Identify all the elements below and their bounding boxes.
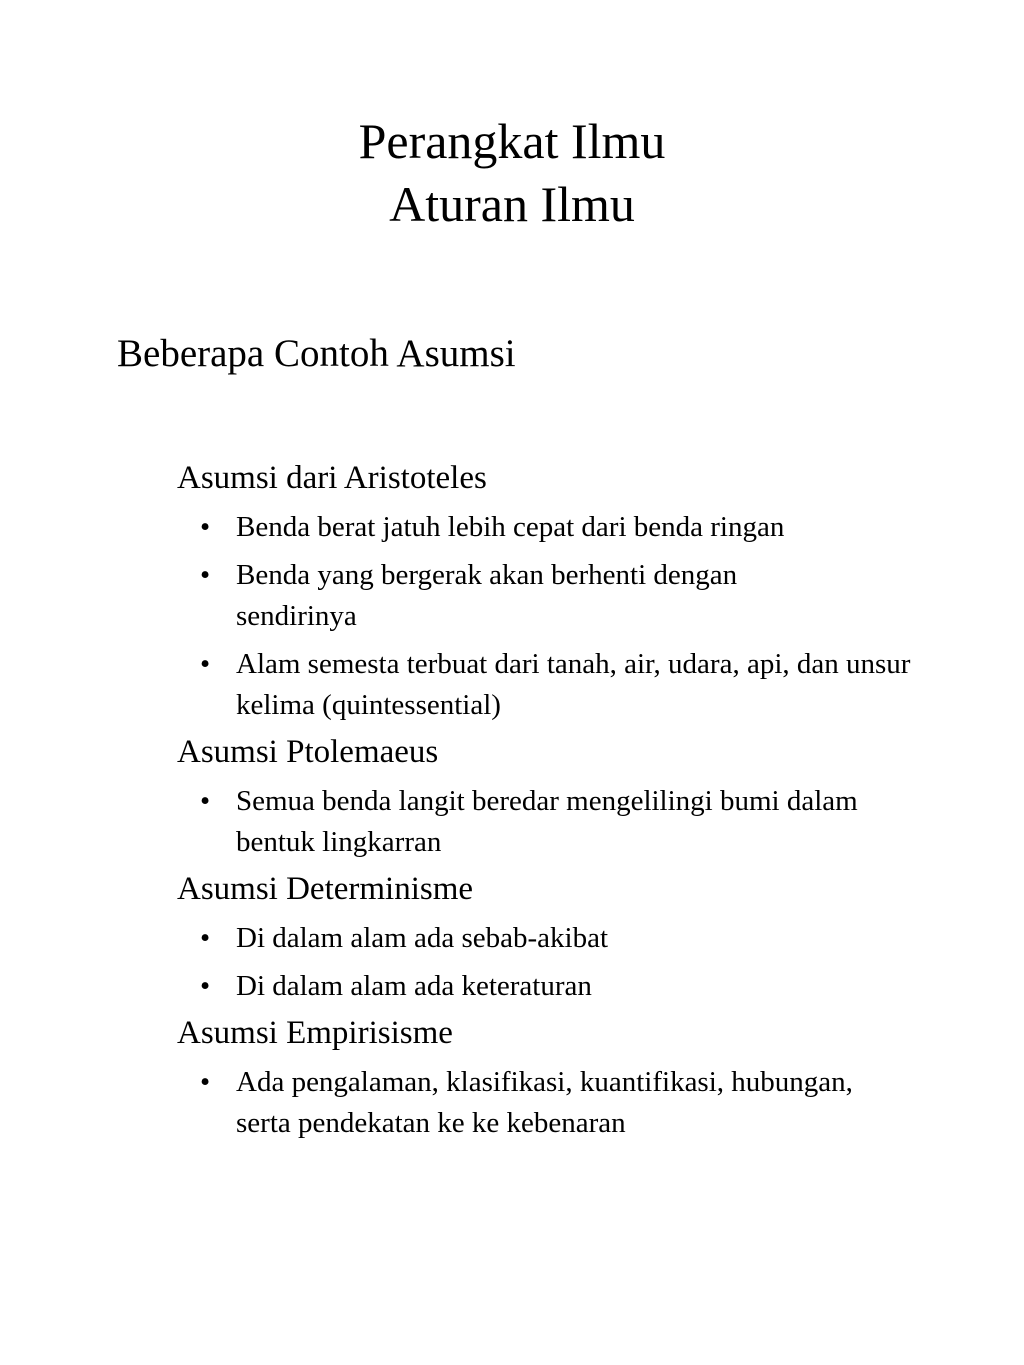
group-title: Asumsi Ptolemaeus — [177, 734, 439, 770]
group-title: Asumsi Empirisisme — [177, 1015, 453, 1051]
group-ptolemaeus — [177, 730, 977, 863]
list-item-text: Di dalam alam ada sebab-akibat — [236, 922, 609, 954]
bullet-icon: • — [200, 511, 211, 543]
bullet-list — [177, 1062, 977, 1144]
section-heading: Beberapa Contoh Asumsi — [117, 332, 516, 375]
bullet-icon: • — [200, 785, 211, 817]
group-empirisisme — [177, 1011, 977, 1144]
list-item — [177, 918, 977, 959]
group-aristoteles — [177, 456, 977, 726]
group-determinisme — [177, 867, 977, 1007]
bullet-list — [177, 781, 977, 863]
bullet-icon: • — [200, 1066, 211, 1098]
list-item-text: Semua benda langit beredar mengelilingi bumi dalam bentuk lingkarran — [236, 785, 858, 858]
list-item — [177, 781, 977, 863]
group-title: Asumsi Determinisme — [177, 871, 474, 907]
list-item — [177, 1062, 977, 1144]
bullet-icon: • — [200, 648, 211, 680]
list-item — [177, 966, 977, 1007]
assumption-list — [177, 456, 977, 1144]
group-title: Asumsi dari Aristoteles — [177, 460, 487, 496]
title-line-2: Aturan Ilmu — [389, 176, 635, 232]
list-item-text: Di dalam alam ada keteraturan — [236, 970, 592, 1002]
list-item-text: Benda yang bergerak akan berhenti dengan sendirinya — [236, 559, 738, 632]
bullet-icon: • — [200, 922, 211, 954]
bullet-icon: • — [200, 970, 211, 1002]
list-item — [177, 555, 977, 637]
bullet-icon: • — [200, 559, 211, 591]
list-item-text: Benda berat jatuh lebih cepat dari benda ringan — [236, 511, 785, 543]
list-item-text: Alam semesta terbuat dari tanah, air, udara, api, dan unsur kelima (quintessential) — [236, 648, 911, 721]
list-item — [177, 644, 977, 726]
bullet-list — [177, 918, 977, 1007]
title-line-1: Perangkat Ilmu — [358, 113, 666, 169]
slide-title — [0, 110, 1024, 236]
list-item-text: Ada pengalaman, klasifikasi, kuantifikasi, hubungan, serta pendekatan ke ke kebenaran — [236, 1066, 853, 1139]
bullet-list — [177, 507, 977, 726]
list-item — [177, 507, 977, 548]
